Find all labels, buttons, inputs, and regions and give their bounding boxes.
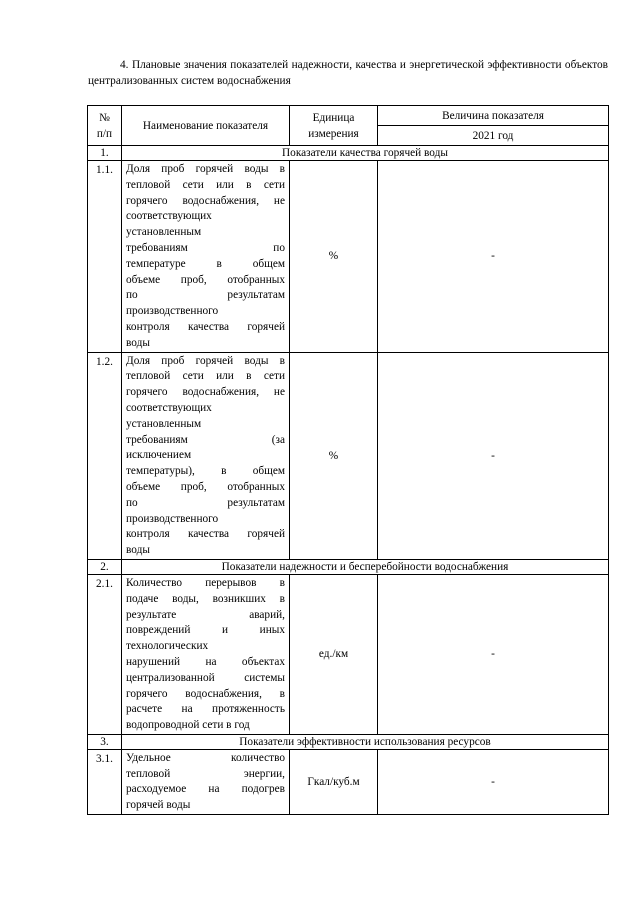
indicator-name-line: производственного <box>126 512 219 525</box>
indicator-name-line: Удельное количество <box>126 751 285 764</box>
table-row <box>88 161 609 353</box>
indicator-name-line: тепловой сети или в сети <box>126 178 285 191</box>
row-indicator-name <box>122 574 290 734</box>
indicator-name-line: Количество перерывов в <box>126 576 285 589</box>
indicator-name-line: объеме проб, отобранных <box>126 480 285 493</box>
section-number: 3. <box>88 734 122 749</box>
header-num-line-2: п/п <box>96 127 113 140</box>
row-value: - <box>378 161 609 353</box>
section-title: Показатели эффективности использования ресурсов <box>122 734 609 749</box>
heading-line-1: Плановые значения показателей надежности, качества и энергетической <box>131 59 485 71</box>
heading-number: 4. <box>120 59 129 71</box>
indicator-name-line: Доля проб горячей воды в <box>126 354 285 367</box>
header-year-cell: 2021 год <box>378 126 609 146</box>
indicator-name-line: установленным <box>126 226 202 239</box>
header-num-line-1: № <box>99 111 110 124</box>
indicator-name-line: водопроводной сети в год <box>126 719 250 732</box>
indicator-name-line: температуре в общем <box>126 257 285 270</box>
indicator-name-line: установленным <box>126 417 202 430</box>
row-unit: % <box>290 161 378 353</box>
table-header-row <box>88 106 609 126</box>
indicator-name-line: соответствующих <box>126 210 212 223</box>
section-row <box>88 559 609 574</box>
table-row <box>88 749 609 814</box>
row-value: - <box>378 574 609 734</box>
indicator-name-line: нарушений на объектах <box>126 655 285 668</box>
section-title: Показатели качества горячей воды <box>122 146 609 161</box>
section-row <box>88 734 609 749</box>
indicator-name-line: по результатам <box>126 496 285 509</box>
section-number: 1. <box>88 146 122 161</box>
header-value-cell: Величина показателя <box>378 106 609 126</box>
indicator-name-line: горячего водоснабжения, не <box>126 386 285 399</box>
indicator-name-line: Доля проб горячей воды в <box>126 163 285 175</box>
indicator-name-line: расчете на протяженность <box>126 703 285 716</box>
indicators-table <box>87 105 609 815</box>
table-row <box>88 352 609 559</box>
indicator-name-line: требованиям (за <box>126 433 285 446</box>
indicator-name-line: температуры), в общем <box>126 465 285 478</box>
indicator-name-line: расходуемое на подогрев <box>126 783 285 796</box>
indicator-name-line: воды <box>126 336 150 349</box>
row-indicator-name <box>122 749 290 814</box>
row-number: 3.1. <box>88 749 122 814</box>
table-row <box>88 574 609 734</box>
indicator-name-line: требованиям по <box>126 241 285 254</box>
indicator-name-line: контроля качества горячей <box>126 528 285 541</box>
row-value: - <box>378 352 609 559</box>
indicator-name-line: подаче воды, возникших в <box>126 592 285 605</box>
heading-line-2: эффективности объектов централизованных систем водоснабжения <box>88 59 609 87</box>
indicator-name-line: производственного <box>126 305 219 318</box>
section-number: 2. <box>88 559 122 574</box>
row-number: 2.1. <box>88 574 122 734</box>
indicator-name-line: тепловой сети или в сети <box>126 370 285 383</box>
indicator-name-line: объеме проб, отобранных <box>126 273 285 286</box>
row-indicator-name <box>122 161 290 353</box>
row-unit: % <box>290 352 378 559</box>
section-heading <box>88 57 608 89</box>
header-name-cell: Наименование показателя <box>122 106 290 146</box>
header-unit-line-1: Единица <box>312 111 355 124</box>
header-num-cell <box>88 106 122 146</box>
indicator-name-line: централизованной системы <box>126 671 285 684</box>
indicator-name-line: технологических <box>126 640 209 653</box>
indicator-name-line: горячего водоснабжения, в <box>126 687 285 700</box>
indicator-name-line: горячего водоснабжения, не <box>126 194 285 207</box>
indicator-name-line: результате аварий, <box>126 608 285 621</box>
header-unit-line-2: измерения <box>308 127 359 140</box>
header-unit-cell <box>290 106 378 146</box>
section-row <box>88 146 609 161</box>
row-number: 1.2. <box>88 352 122 559</box>
indicator-name-line: по результатам <box>126 289 285 302</box>
indicator-name-line: тепловой энергии, <box>126 767 285 780</box>
row-unit: ед./км <box>290 574 378 734</box>
indicator-name-line: горячей воды <box>126 799 191 812</box>
indicator-name-line: контроля качества горячей <box>126 320 285 333</box>
indicator-name-line: воды <box>126 544 150 557</box>
section-title: Показатели надежности и бесперебойности водоснабжения <box>122 559 609 574</box>
row-unit: Гкал/куб.м <box>290 749 378 814</box>
row-value: - <box>378 749 609 814</box>
row-number: 1.1. <box>88 161 122 353</box>
row-indicator-name <box>122 352 290 559</box>
indicator-name-line: соответствующих <box>126 401 212 414</box>
indicator-name-line: исключением <box>126 449 192 462</box>
indicator-name-line: повреждений и иных <box>126 624 285 637</box>
